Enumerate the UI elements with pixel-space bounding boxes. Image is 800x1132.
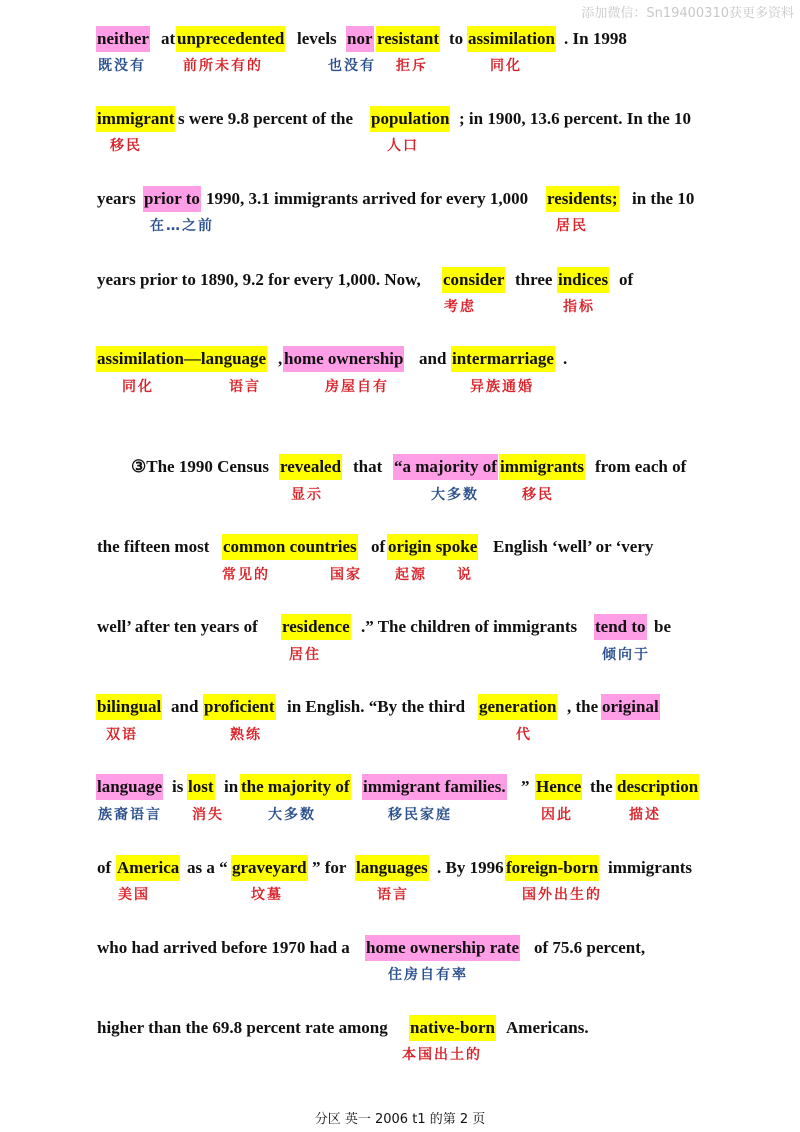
highlighted-word: common countries	[222, 534, 358, 560]
highlighted-word: prior to	[143, 186, 201, 212]
highlighted-word: lost	[187, 774, 215, 800]
plain-text: is	[172, 777, 184, 796]
highlighted-word: language	[96, 774, 163, 800]
plain-text: in English. “By the third	[287, 697, 466, 716]
highlighted-word: home ownership rate	[365, 935, 520, 961]
chinese-gloss: 大多数	[268, 807, 316, 823]
chinese-gloss: 指标	[563, 299, 595, 315]
plain-text: , the	[567, 697, 599, 716]
plain-text: to	[449, 29, 464, 48]
text-line	[0, 26, 800, 56]
plain-text: . In 1998	[564, 29, 627, 48]
highlighted-word: bilingual	[96, 694, 162, 720]
chinese-gloss: 住房自有率	[388, 967, 468, 983]
highlighted-word: immigrant families.	[362, 774, 507, 800]
highlighted-word: assimilation—language	[96, 346, 267, 372]
text-line	[0, 267, 800, 297]
highlighted-word: graveyard	[231, 855, 308, 881]
plain-text: of	[371, 537, 386, 556]
text-line	[0, 935, 800, 965]
highlighted-word: immigrant	[96, 106, 175, 132]
plain-text: of	[619, 270, 634, 289]
chinese-gloss: 熟练	[230, 727, 262, 743]
plain-text: higher than the 69.8 percent rate among	[97, 1018, 388, 1037]
highlighted-word: languages	[355, 855, 429, 881]
chinese-gloss: 在…之前	[150, 218, 214, 234]
text-line	[0, 106, 800, 136]
text-line	[0, 534, 800, 564]
highlighted-word: revealed	[279, 454, 342, 480]
chinese-gloss: 既没有	[98, 58, 146, 74]
plain-text: .” The children of immigrants	[361, 617, 578, 636]
plain-text: s were 9.8 percent of the	[178, 109, 353, 128]
highlighted-word: neither	[96, 26, 150, 52]
chinese-gloss: 常见的	[222, 567, 270, 583]
chinese-gloss: 考虑	[444, 299, 476, 315]
text-line	[0, 774, 800, 804]
plain-text: in the 10	[632, 189, 695, 208]
highlighted-word: assimilation	[467, 26, 556, 52]
highlighted-word: America	[116, 855, 180, 881]
chinese-gloss: 移民	[522, 487, 554, 503]
chinese-gloss: 房屋自有	[325, 379, 389, 395]
highlighted-word: intermarriage	[451, 346, 555, 372]
plain-text: and	[419, 349, 447, 368]
text-line	[0, 694, 800, 724]
plain-text: in	[224, 777, 239, 796]
chinese-gloss: 说	[457, 567, 473, 583]
chinese-gloss: 同化	[122, 379, 154, 395]
highlighted-word: unprecedented	[176, 26, 285, 52]
plain-text: .	[563, 349, 568, 368]
plain-text: the fifteen most	[97, 537, 210, 556]
text-line	[0, 454, 800, 484]
chinese-gloss: 拒斥	[396, 58, 428, 74]
chinese-gloss: 国家	[330, 567, 362, 583]
plain-text: years prior to 1890, 9.2 for every 1,000. Now,	[97, 270, 421, 289]
plain-text: . By 1996	[437, 858, 504, 877]
plain-text: be	[654, 617, 671, 636]
page-footer: 分区 英一 2006 t1 的第 2 页	[314, 1112, 486, 1127]
chinese-gloss: 前所未有的	[183, 58, 263, 74]
plain-text: as a “	[187, 858, 228, 877]
plain-text: the	[590, 777, 613, 796]
highlighted-word: residents;	[546, 186, 619, 212]
chinese-gloss: 语言	[377, 887, 409, 903]
highlighted-word: immigrants	[499, 454, 585, 480]
highlighted-word: nor	[346, 26, 374, 52]
plain-text: Americans.	[506, 1018, 589, 1037]
chinese-gloss: 起源	[395, 567, 427, 583]
highlighted-word: original	[601, 694, 660, 720]
plain-text: who had arrived before 1970 had a	[97, 938, 350, 957]
chinese-gloss: 因此	[541, 807, 573, 823]
chinese-gloss: 美国	[118, 887, 150, 903]
plain-text: that	[353, 457, 383, 476]
chinese-gloss: 异族通婚	[470, 379, 534, 395]
chinese-gloss: 同化	[490, 58, 522, 74]
chinese-gloss: 居住	[289, 647, 321, 663]
highlighted-word: “a majority of	[393, 454, 498, 480]
chinese-gloss: 移民家庭	[388, 807, 452, 823]
highlighted-word: description	[616, 774, 699, 800]
chinese-gloss: 显示	[291, 487, 323, 503]
highlighted-word: consider	[442, 267, 505, 293]
plain-text: ,	[278, 349, 283, 368]
highlighted-word: foreign-born	[505, 855, 599, 881]
highlighted-word: home ownership	[283, 346, 404, 372]
chinese-gloss: 消失	[192, 807, 224, 823]
plain-text: levels	[297, 29, 337, 48]
chinese-gloss: 双语	[106, 727, 138, 743]
chinese-gloss: 移民	[110, 138, 142, 154]
plain-text: ”	[521, 777, 530, 796]
plain-text: of 75.6 percent,	[534, 938, 646, 957]
highlighted-word: generation	[478, 694, 557, 720]
text-line	[0, 186, 800, 216]
text-line	[0, 614, 800, 644]
plain-text: three	[515, 270, 553, 289]
highlighted-word: the majority of	[240, 774, 351, 800]
chinese-gloss: 族裔语言	[98, 807, 162, 823]
chinese-gloss: 也没有	[328, 58, 376, 74]
highlighted-word: proficient	[203, 694, 276, 720]
chinese-gloss: 居民	[556, 218, 588, 234]
plain-text: immigrants	[608, 858, 693, 877]
chinese-gloss: 坟墓	[251, 887, 283, 903]
plain-text: at	[161, 29, 176, 48]
plain-text: English ‘well’ or ‘very	[493, 537, 654, 556]
chinese-gloss: 大多数	[431, 487, 479, 503]
chinese-gloss: 描述	[629, 807, 661, 823]
text-line	[0, 1015, 800, 1045]
chinese-gloss: 语言	[229, 379, 261, 395]
text-line	[0, 855, 800, 885]
highlighted-word: tend to	[594, 614, 647, 640]
plain-text: ; in 1900, 13.6 percent. In the 10	[459, 109, 692, 128]
watermark-text: 添加微信：Sn19400310获更多资料	[581, 6, 794, 21]
plain-text: ” for	[312, 858, 347, 877]
plain-text: years	[97, 189, 136, 208]
plain-text: of	[97, 858, 112, 877]
plain-text: and	[171, 697, 199, 716]
plain-text: ③The 1990 Census	[131, 457, 270, 476]
chinese-gloss: 代	[516, 727, 532, 743]
highlighted-word: native-born	[409, 1015, 496, 1041]
chinese-gloss: 人口	[387, 138, 419, 154]
highlighted-word: residence	[281, 614, 351, 640]
chinese-gloss: 国外出生的	[522, 887, 602, 903]
highlighted-word: population	[370, 106, 450, 132]
chinese-gloss: 倾向于	[602, 647, 650, 663]
highlighted-word: resistant	[376, 26, 440, 52]
plain-text: 1990, 3.1 immigrants arrived for every 1,000	[206, 189, 529, 208]
highlighted-word: indices	[557, 267, 609, 293]
text-line	[0, 346, 800, 376]
plain-text: from each of	[595, 457, 687, 476]
highlighted-word: origin spoke	[387, 534, 478, 560]
highlighted-word: Hence	[535, 774, 582, 800]
plain-text: well’ after ten years of	[97, 617, 258, 636]
chinese-gloss: 本国出土的	[402, 1047, 482, 1063]
